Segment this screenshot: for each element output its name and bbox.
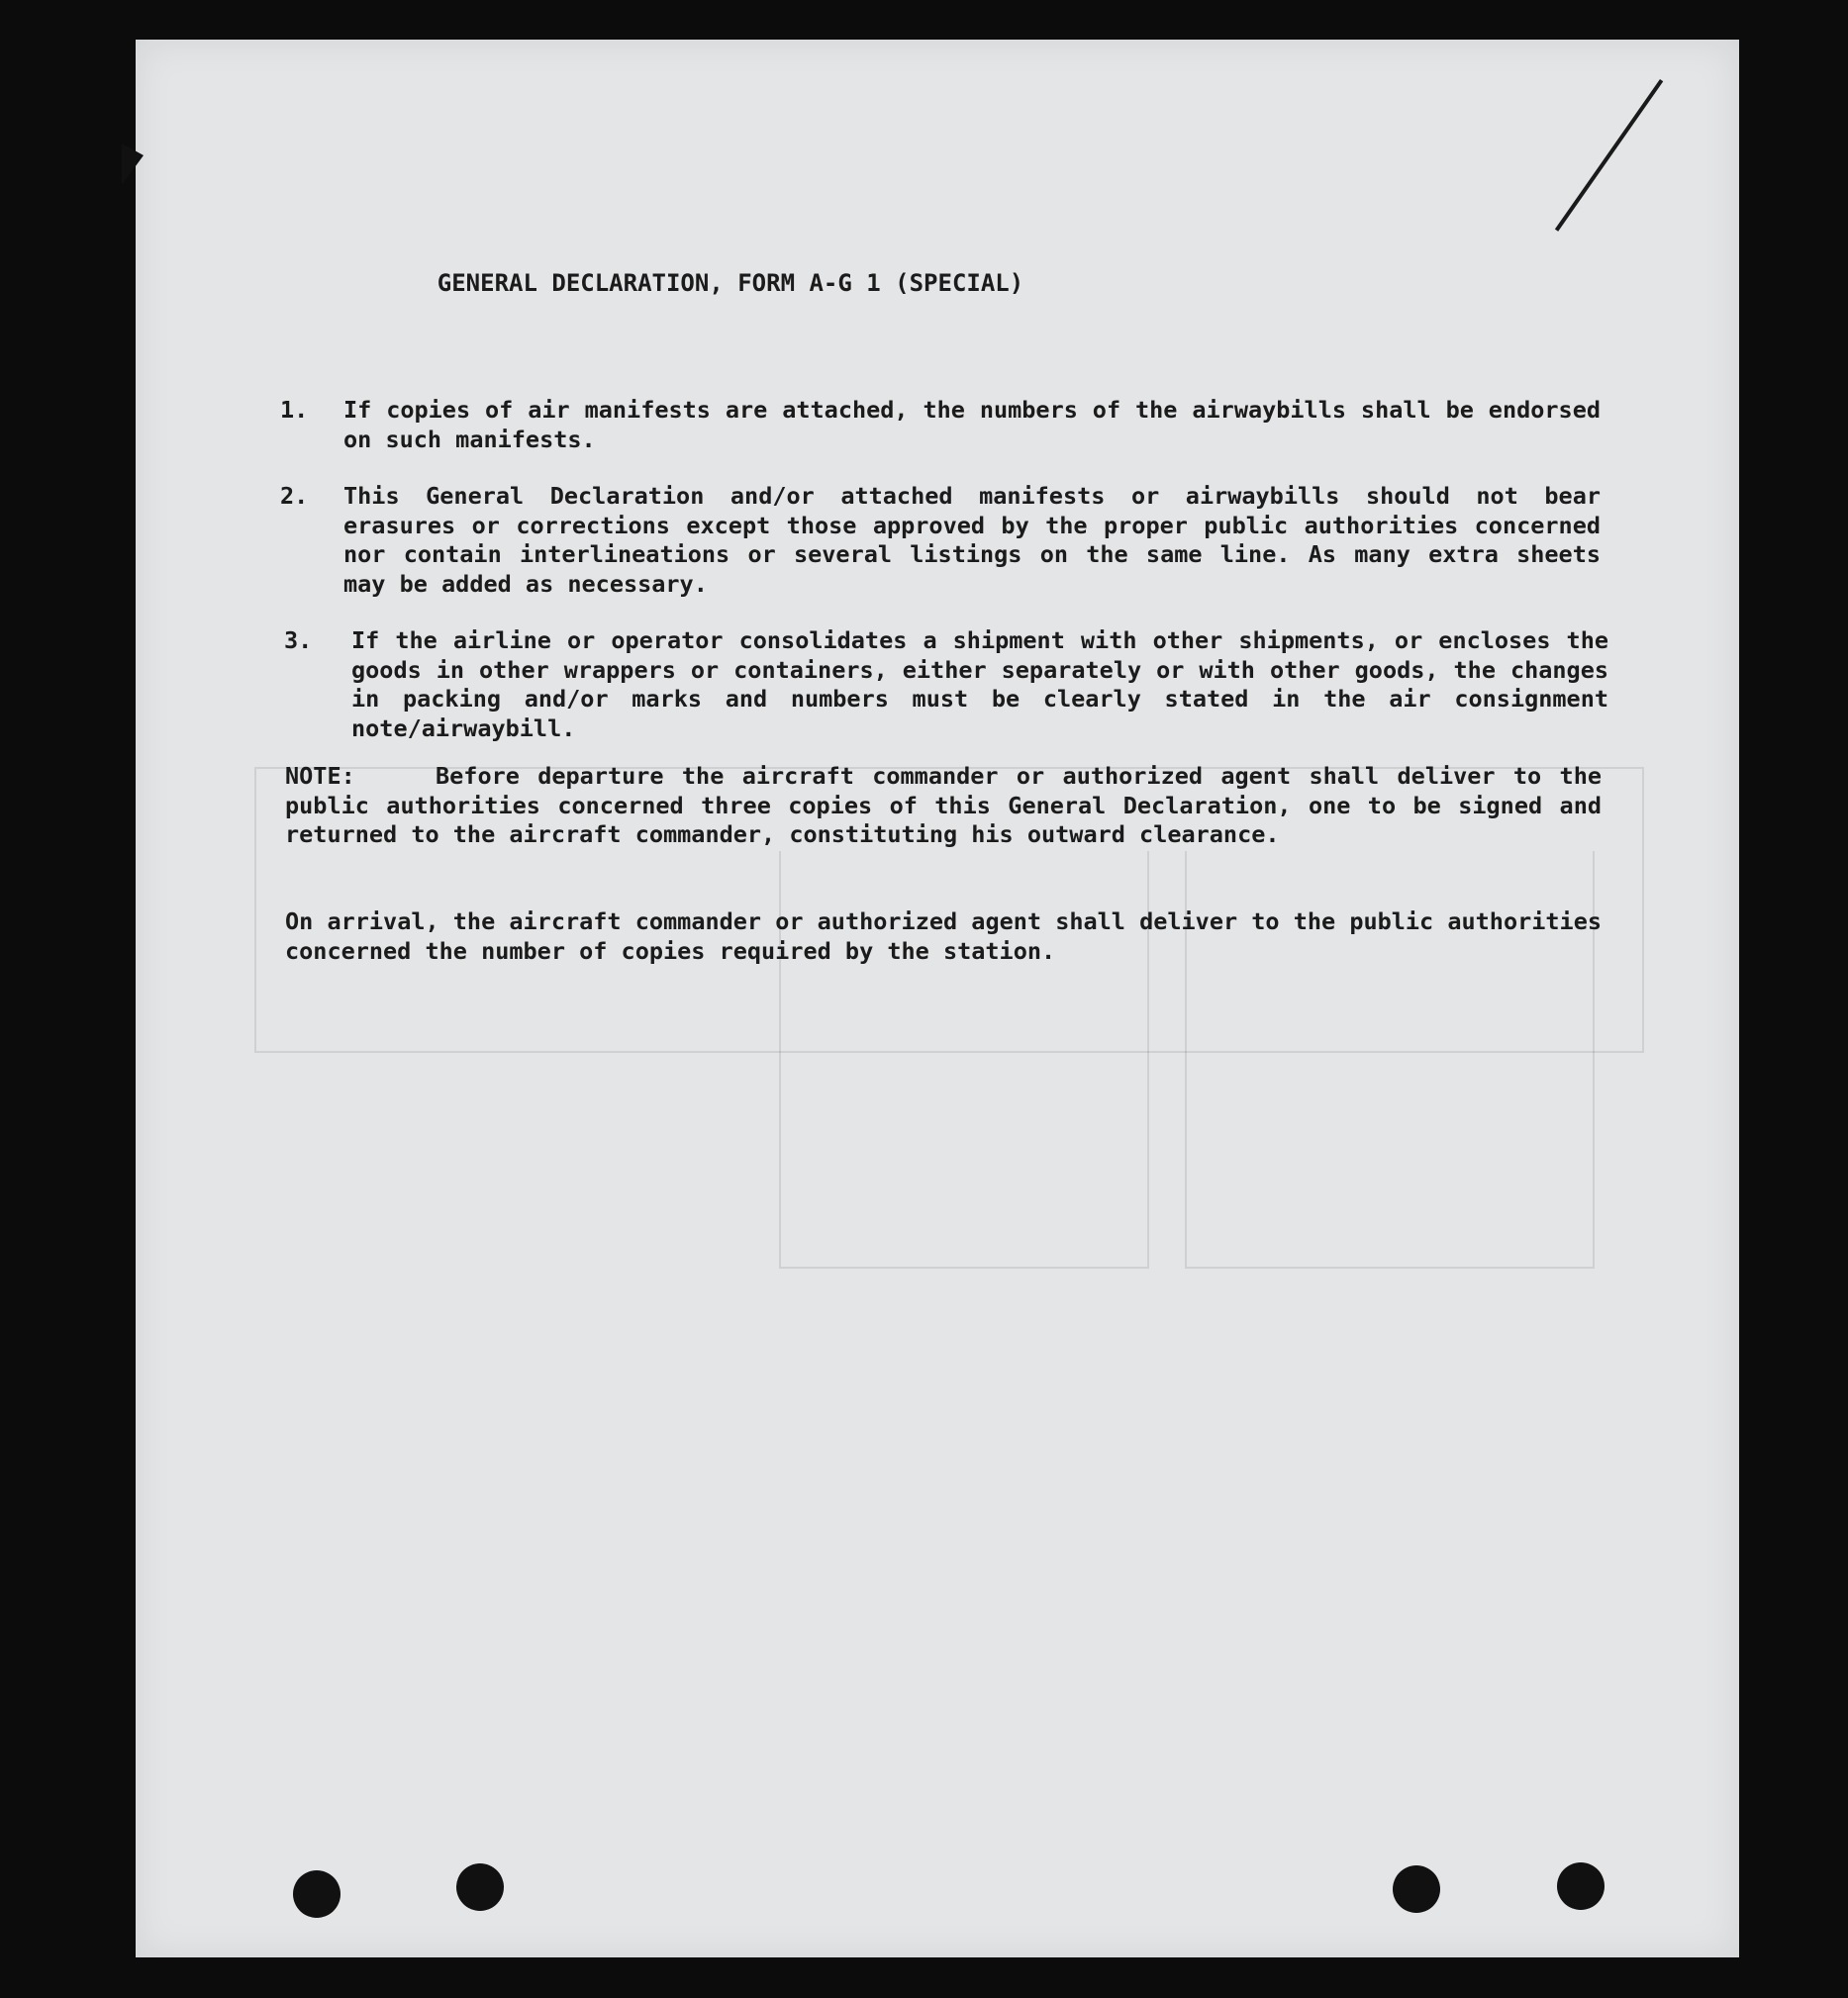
page-title: GENERAL DECLARATION, FORM A-G 1 (SPECIAL) bbox=[437, 269, 1024, 297]
note-label: NOTE: bbox=[285, 762, 355, 790]
page-crease bbox=[1555, 79, 1663, 232]
punch-hole-4 bbox=[1557, 1862, 1605, 1910]
note-paragraph bbox=[285, 762, 1602, 850]
item-text: This General Declaration and/or attached manifests or airwaybills should not bear erasures or corrections except those approved by the proper public authorities concerned nor contain interlineations or several listings on the same line. As many extra sheets may be added as necessary. bbox=[343, 482, 1601, 598]
item-number: 3. bbox=[284, 626, 313, 654]
note-text: Before departure the aircraft commander or authorized agent shall deliver to the public authorities concerned three copies of this General Declaration, one to be signed and returned to the aircraft commander, constituting his outward clearance. bbox=[285, 762, 1602, 848]
punch-hole-3 bbox=[1393, 1865, 1440, 1913]
item-text: If the airline or operator consolidates a shipment with other shipments, or encloses the goods in other wrappers or containers, either separately or with other goods, the changes in packing and/or marks and numbers must be clearly stated in the air consignment note/airwaybill. bbox=[351, 626, 1608, 742]
punch-hole-1 bbox=[293, 1870, 340, 1918]
item-text: If copies of air manifests are attached, the numbers of the airwaybills shall be endorsed on such manifests. bbox=[343, 396, 1601, 453]
item-number: 1. bbox=[280, 396, 309, 424]
arrival-paragraph: On arrival, the aircraft commander or authorized agent shall deliver to the public authorities concerned the number of copies required by the station. bbox=[285, 907, 1602, 965]
paper-tear-mark bbox=[122, 143, 144, 185]
item-number: 2. bbox=[280, 482, 309, 510]
scanned-page bbox=[136, 40, 1739, 1957]
punch-hole-2 bbox=[456, 1863, 504, 1911]
